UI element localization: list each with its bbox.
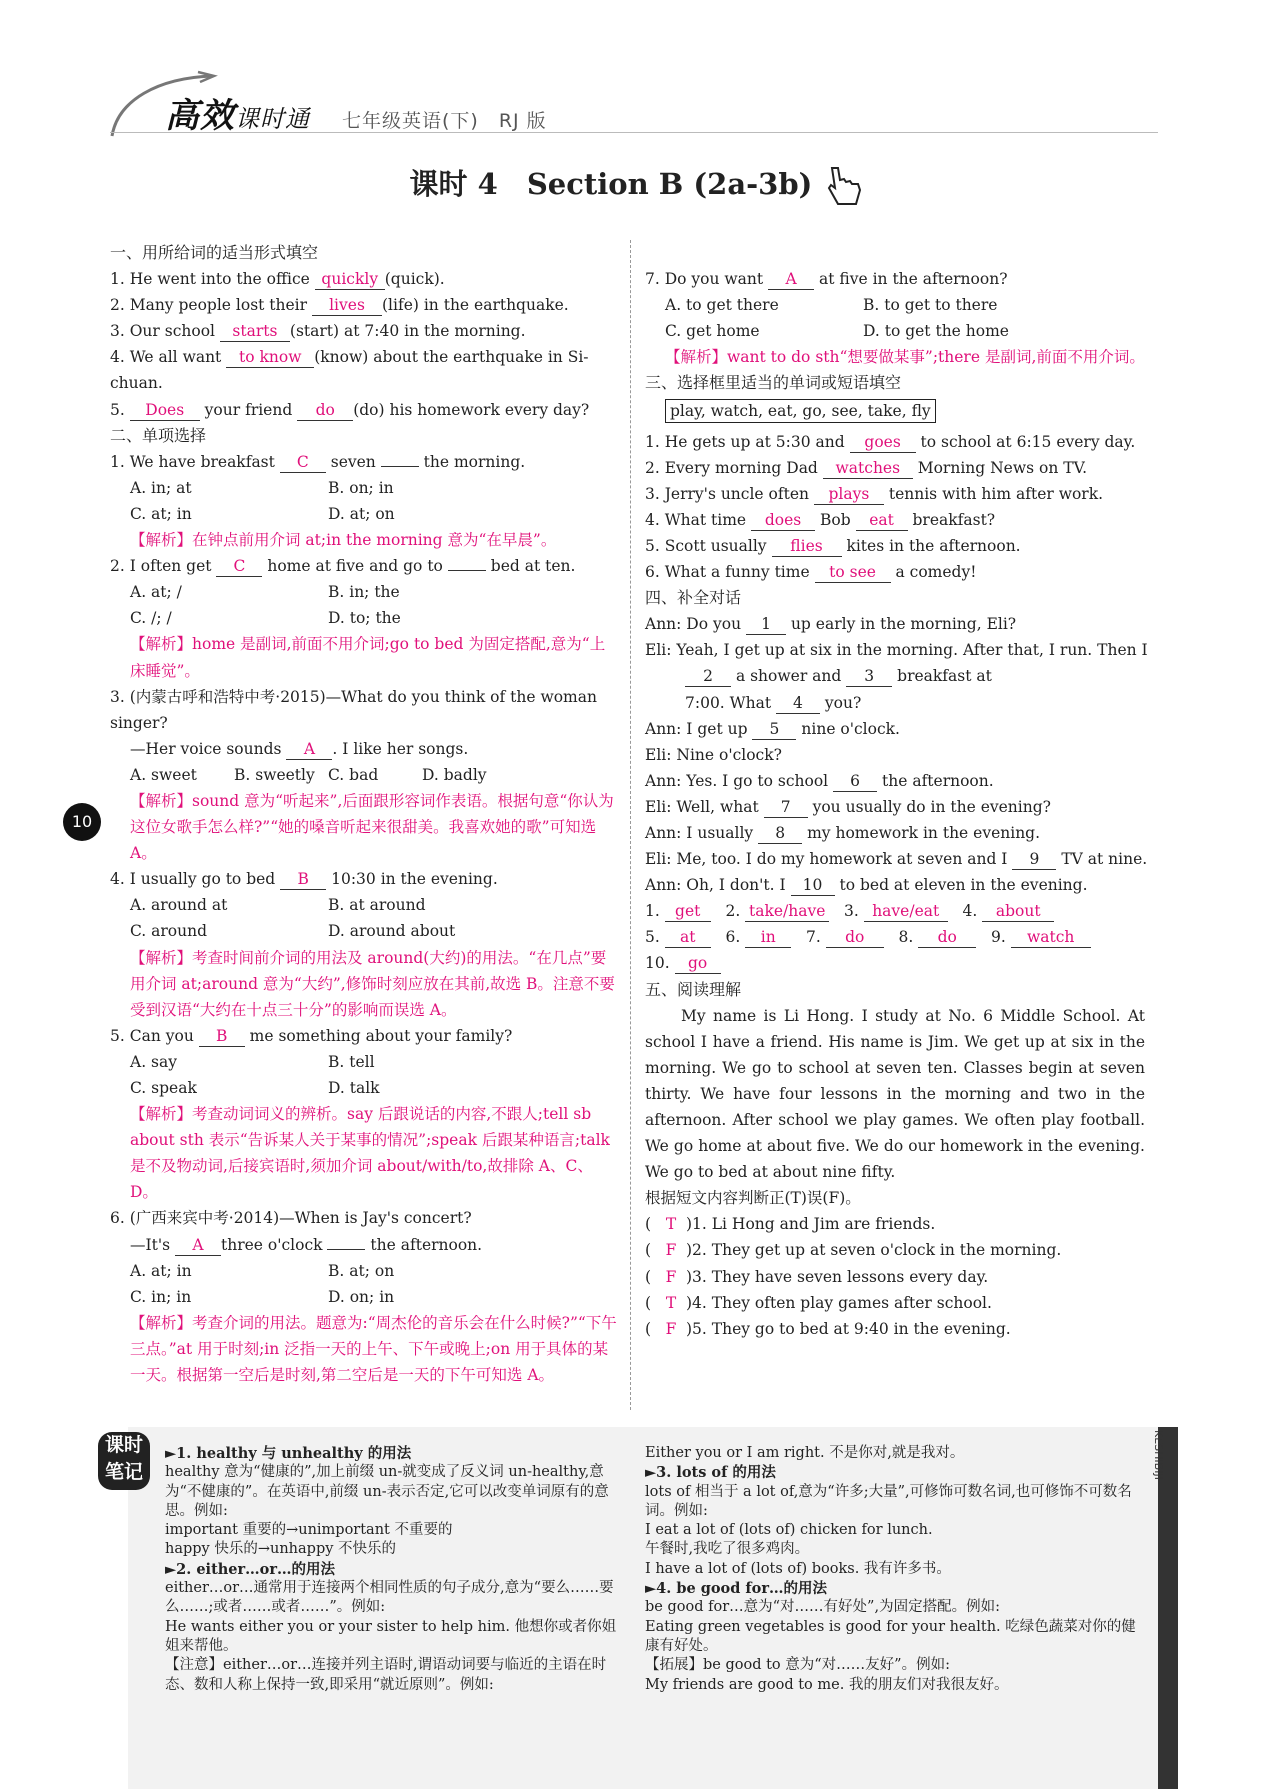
s1-q5: 5. Does your friend do (do) his homework every day? xyxy=(110,400,590,419)
section2-heading: 二、单项选择 xyxy=(110,425,207,445)
tf-item-5: ( F )5. They go to bed at 9:40 in the evening. xyxy=(645,1319,1011,1338)
page-number: 10 xyxy=(63,803,101,841)
dialog-line-9: Ann: I usually 8 my homework in the evening. xyxy=(645,823,1041,842)
dialog-line-8: Eli: Well, what 7 you usually do in the evening? xyxy=(645,797,1051,816)
note-text: important 重要的→unimportant 不重要的 xyxy=(165,1522,453,1539)
s3-q6: 6. What a funny time to see a comedy! xyxy=(645,563,977,582)
dialog-answers-row-2: 5. at 6. in 7. do 8. do 9. watch xyxy=(645,924,1145,950)
note-heading-1: ►1. healthy 与 unhealthy 的用法 xyxy=(165,1445,412,1462)
tf-item-2: ( F )2. They get up at seven o'clock in the morning. xyxy=(645,1241,1062,1260)
word-box: play, watch, eat, go, see, take, fly xyxy=(665,398,1145,424)
reading-instruction: 根据短文内容判断正(T)误(F)。 xyxy=(645,1189,861,1208)
s2-q6-stem: 6. (广西来宾中考·2014)—When is Jay's concert? xyxy=(110,1209,472,1228)
dialog-line-3: 2 a shower and 3 breakfast at xyxy=(645,663,1145,689)
note-heading-2: ►2. either…or…的用法 xyxy=(165,1560,335,1578)
s2-q1-options-cd: C. at; in D. at; on xyxy=(130,504,395,523)
note-text: Eating green vegetables is good for your health. 吃绿色蔬菜对你的健康有好处。 xyxy=(645,1618,1136,1654)
s2-q3-stem: 3. (内蒙古呼和浩特中考·2015)—What do you think of the woman singer? xyxy=(110,687,597,732)
dialog-line-4: 7:00. What 4 you? xyxy=(685,693,862,712)
s2-q6: —It's A three o'clock the afternoon. xyxy=(130,1235,483,1254)
notes-side-bar xyxy=(1158,1427,1178,1789)
dialog-answers-row-3: 10. go xyxy=(645,950,1145,976)
s3-q2: 2. Every morning Dad watches Morning News on TV. xyxy=(645,458,1087,477)
notes-side-label: KESHIBIJI xyxy=(1152,1430,1165,1480)
subject-label: 七年级英语(下) RJ 版 xyxy=(342,110,547,132)
s1-q1: 1. He went into the office quickly (quick). xyxy=(110,270,445,289)
s3-q5: 5. Scott usually flies kites in the afternoon. xyxy=(645,536,1021,555)
s1-q3: 3. Our school starts (start) at 7:40 in the morning. xyxy=(110,322,526,341)
dialog-line-6: Eli: Nine o'clock? xyxy=(645,745,782,764)
note-text: I eat a lot of (lots of) chicken for lunch. xyxy=(645,1522,933,1539)
header-rule xyxy=(110,132,1158,133)
notes-label: 课时 笔记 xyxy=(98,1432,150,1490)
section1-heading: 一、用所给词的适当形式填空 xyxy=(110,243,319,262)
dialog-line-5: Ann: I get up 5 nine o'clock. xyxy=(645,719,900,738)
s2-q6-options-cd: C. in; in D. on; in xyxy=(130,1287,395,1306)
tf-item-3: ( F )3. They have seven lessons every day. xyxy=(645,1267,989,1286)
s2-q1-options-ab: A. in; at B. on; in xyxy=(130,478,394,497)
s2-q6-options-ab: A. at; in B. at; on xyxy=(130,1261,395,1280)
s2-q5: 5. Can you B me something about your family? xyxy=(110,1026,513,1045)
s2-q2-explanation: 【解析】home 是副词,前面不用介词;go to bed 为固定搭配,意为“上床睡觉”。 xyxy=(130,635,606,680)
note-text: He wants either you or your sister to help him. 他想你或者你姐姐来帮他。 xyxy=(165,1618,617,1654)
note-text: 【拓展】be good to 意为“对……友好”。例如: xyxy=(645,1657,950,1674)
note-text: I have a lot of (lots of) books. 我有许多书。 xyxy=(645,1560,951,1577)
note-text: 【注意】either…or…连接并列主语时,谓语动词要与临近的主语在时态、数和人称上保持一致,即采用“就近原则”。例如: xyxy=(165,1657,607,1693)
s2-q7: 7. Do you want A at five in the afternoon? xyxy=(645,270,1008,288)
s3-q3: 3. Jerry's uncle often plays tennis with him after work. xyxy=(645,484,1104,503)
s1-q4: 4. We all want to know (know) about the earthquake in Si- xyxy=(110,348,589,367)
hand-pointer-icon xyxy=(822,164,866,208)
dialog-line-2: Eli: Yeah, I get up at six in the morning. After that, I run. Then I xyxy=(645,641,1148,660)
tf-item-1: ( T )1. Li Hong and Jim are friends. xyxy=(645,1215,936,1234)
s2-q2-options-ab: A. at; / B. in; the xyxy=(130,583,400,602)
reading-passage: My name is Li Hong. I study at No. 6 Middle School. At school I have a friend. His name is Jim. We get up at six in the morning. We go to school at seven ten. Classes begin at seven thirty. We have four lessons in the morning and two in the afternoon. After school we play games. We often play football. We go home at about five. We do our homework in the evening. We go to bed at about nine fifty. xyxy=(645,1006,1145,1182)
s2-q5-explanation: 【解析】考查动词词义的辨析。say 后跟说话的内容,不跟人;tell sb about sth 表示“告诉某人关于某事的情况”;speak 后跟某种语言;talk 是不及物动词,后接宾语时,须加介词 about/with/to,故排除 A、C、D。 xyxy=(130,1105,610,1202)
s2-q6-explanation-cont xyxy=(645,240,1145,266)
note-text: be good for…意为“对……有好处”,为固定搭配。例如: xyxy=(645,1599,1000,1616)
s2-q3-options: A. sweet B. sweetly C. bad D. badly xyxy=(130,765,487,784)
section3-heading: 三、选择框里适当的单词或短语填空 xyxy=(645,373,902,393)
left-column xyxy=(110,240,618,1388)
right-column xyxy=(645,240,1148,1342)
s2-q5-options-cd: C. speak D. talk xyxy=(130,1079,380,1097)
s2-q2: 2. I often get C home at five and go to bed at ten. xyxy=(110,557,576,576)
s2-q7-explanation: 【解析】want to do sth“想要做某事”;there 是副词,前面不用介词。 xyxy=(665,348,1145,367)
note-text: Either you or I am right. 不是你对,就是我对。 xyxy=(645,1445,965,1461)
note-text: happy 快乐的→unhappy 不快乐的 xyxy=(165,1541,397,1558)
s2-q3-explanation: 【解析】sound 意为“听起来”,后面跟形容词作表语。根据句意“你认为这位女歌手怎么样?”“她的嗓音听起来很甜美。我喜欢她的歌”可知选 A。 xyxy=(130,791,614,863)
s3-q1: 1. He gets up at 5:30 and goes to school at 6:15 every day. xyxy=(645,432,1136,451)
s2-q7-options-cd: C. get home D. to get the home xyxy=(665,322,1009,341)
s1-q2: 2. Many people lost their lives (life) in the earthquake. xyxy=(110,296,569,315)
note-text: My friends are good to me. 我的朋友们对我很友好。 xyxy=(645,1676,1009,1693)
s2-q5-options-ab: A. say B. tell xyxy=(130,1052,375,1071)
dialog-line-7: Ann: Yes. I go to school 6 the afternoon. xyxy=(645,771,994,790)
logo: 高效课时通 xyxy=(165,96,310,136)
dialog-line-10: Eli: Me, too. I do my homework at seven and I 9 TV at nine. xyxy=(645,850,1148,869)
section4-heading: 四、补全对话 xyxy=(645,588,742,608)
notes-right xyxy=(645,1444,1145,1695)
dialog-answers-row-1: 1. get 2. take/have 3. have/eat 4. about xyxy=(645,898,1145,924)
section5-heading: 五、阅读理解 xyxy=(645,979,742,999)
s1-q4-cont: chuan. xyxy=(110,374,163,393)
note-heading-4: ►4. be good for…的用法 xyxy=(645,1580,827,1598)
s2-q4-options-ab: A. around at B. at around xyxy=(130,896,426,915)
notes-left xyxy=(165,1444,625,1695)
s2-q6-explanation: 【解析】考查介词的用法。题意为:“周杰伦的音乐会在什么时候?”“下午三点。”at 用于时刻;in 泛指一天的上午、下午或晚上;on 用于具体的某一天。根据第一空后是时刻,第二空后是一天的下午可知选 A。 xyxy=(130,1313,617,1385)
s3-q4: 4. What time does Bob eat breakfast? xyxy=(645,510,996,529)
note-text: either…or…通常用于连接两个相同性质的句子成分,意为“要么……要么……;或者……或者……”。例如: xyxy=(165,1580,614,1616)
dialog-line-11: Ann: Oh, I don't. I 10 to bed at eleven in the evening. xyxy=(645,876,1088,895)
page-title: 课时 4 Section B (2a-3b) xyxy=(0,162,1276,208)
s2-q4-options-cd: C. around D. around about xyxy=(130,922,456,941)
column-divider xyxy=(630,240,631,1410)
dialog-line-1: Ann: Do you 1 up early in the morning, Eli? xyxy=(645,615,1017,634)
s2-q1-explanation: 【解析】在钟点前用介词 at;in the morning 意为“在早晨”。 xyxy=(130,531,557,550)
note-text: healthy 意为“健康的”,加上前缀 un-就变成了反义词 un-healthy,意为“不健康的”。在英语中,前缀 un-表示否定,它可以改变单词原有的意思。例如: xyxy=(165,1464,609,1519)
s2-q2-options-cd: C. /; / D. to; the xyxy=(130,609,401,628)
s2-q7-options-ab: A. to get there B. to get to there xyxy=(665,296,998,315)
s2-q4: 4. I usually go to bed B 10:30 in the evening. xyxy=(110,870,498,889)
s2-q1: 1. We have breakfast C seven the morning. xyxy=(110,452,526,471)
s2-q4-explanation: 【解析】考查时间前介词的用法及 around(大约)的用法。“在几点”要用介词 at;around 意为“大约”,修饰时刻应放在其前,故选 B。注意不要受到汉语“大约在十点三十分”的影响而误选 A。 xyxy=(130,948,615,1019)
note-text: 午餐时,我吃了很多鸡肉。 xyxy=(645,1541,810,1558)
note-text: lots of 相当于 a lot of,意为“许多;大量”,可修饰可数名词,也可修饰不可数名词。例如: xyxy=(645,1483,1132,1519)
note-heading-3: ►3. lots of 的用法 xyxy=(645,1464,776,1482)
s2-q3: —Her voice sounds A . I like her songs. xyxy=(130,739,469,758)
tf-item-4: ( T )4. They often play games after school. xyxy=(645,1293,992,1312)
